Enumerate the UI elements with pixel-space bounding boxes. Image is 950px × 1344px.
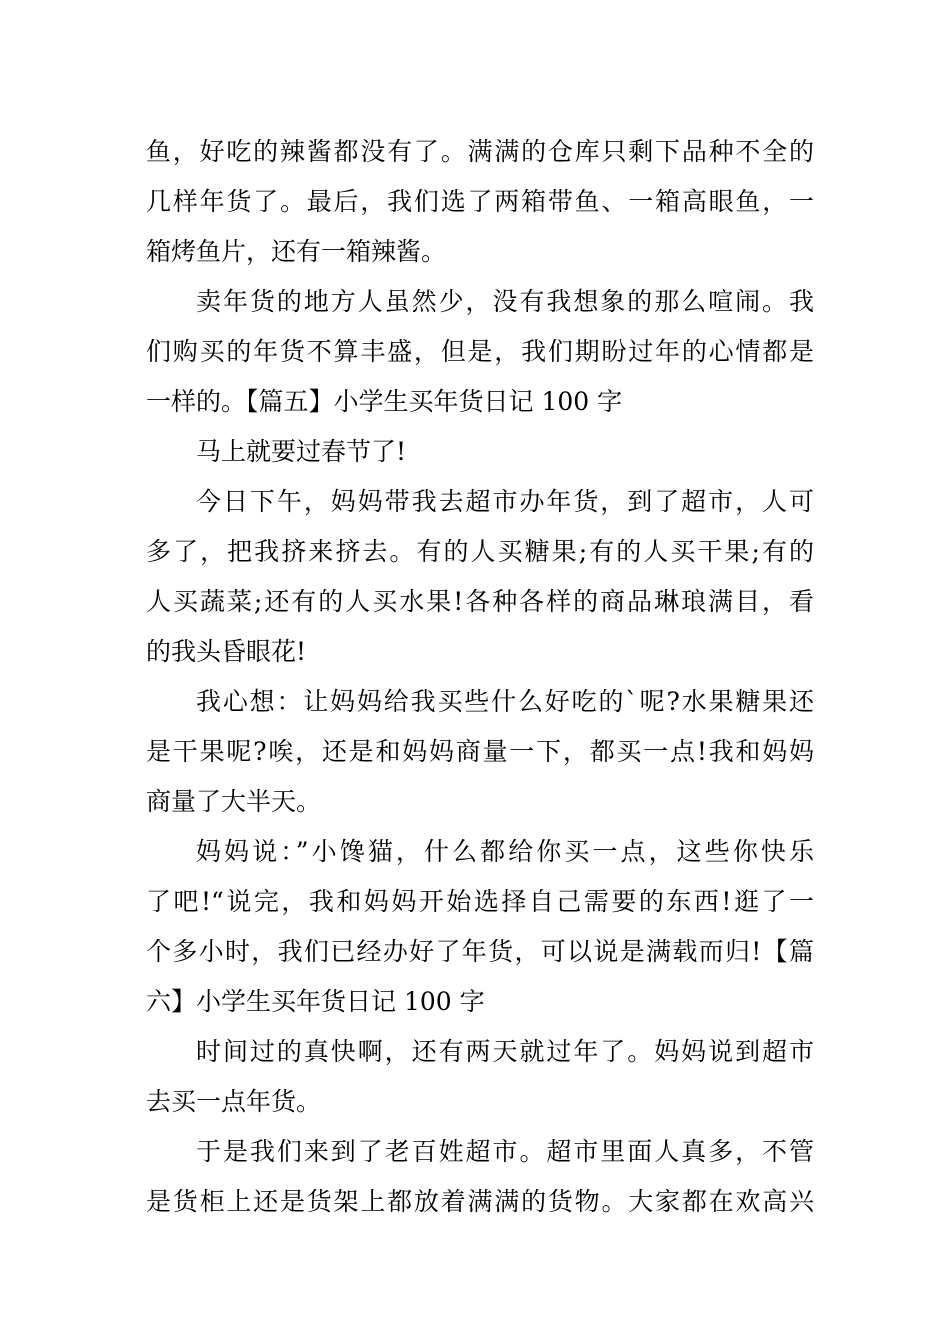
- text-line: 几样年货了。最后，我们选了两箱带鱼、一箱高眼鱼，一: [146, 187, 814, 216]
- text-line: 人买蔬菜;还有的人买水果!各种各样的商品琳琅满目，看: [146, 587, 814, 616]
- text-line: 的我头昏眼花!: [146, 637, 307, 666]
- text-line: 是货柜上还是货架上都放着满满的货物。大家都在欢高兴: [146, 1187, 814, 1216]
- paragraph-start-line: 马上就要过春节了!: [196, 437, 407, 466]
- text-line: 一样的。【篇五】小学生买年货日记 100 字: [146, 387, 623, 416]
- text-line: 个多小时，我们已经办好了年货，可以说是满载而归!【篇: [146, 937, 814, 966]
- text-line: 六】小学生买年货日记 100 字: [146, 987, 485, 1016]
- text-line: 去买一点年货。: [146, 1087, 322, 1116]
- paragraph-start-line: 卖年货的地方人虽然少，没有我想象的那么喧闹。我: [196, 287, 814, 316]
- document-body: [146, 127, 814, 1227]
- paragraph-start-line: 于是我们来到了老百姓超市。超市里面人真多，不管: [196, 1137, 814, 1166]
- paragraph-start-line: 我心想：让妈妈给我买些什么好吃的`呢?水果糖果还: [196, 687, 814, 716]
- text-line: 商量了大半天。: [146, 787, 322, 816]
- text-line: 多了，把我挤来挤去。有的人买糖果;有的人买干果;有的: [146, 537, 814, 566]
- text-line: 了吧!“说完，我和妈妈开始选择自己需要的东西!逛了一: [146, 887, 814, 916]
- text-line: 鱼，好吃的辣酱都没有了。满满的仓库只剩下品种不全的: [146, 137, 814, 166]
- text-line: 是干果呢?唉，还是和妈妈商量一下，都买一点!我和妈妈: [146, 737, 814, 766]
- text-line: 箱烤鱼片，还有一箱辣酱。: [146, 237, 447, 266]
- paragraph-start-line: 时间过的真快啊，还有两天就过年了。妈妈说到超市: [196, 1037, 814, 1066]
- paragraph-start-line: 今日下午，妈妈带我去超市办年货，到了超市，人可: [196, 487, 814, 516]
- paragraph-start-line: 妈妈说：”小馋猫，什么都给你买一点，这些你快乐: [196, 837, 814, 866]
- text-line: 们购买的年货不算丰盛，但是，我们期盼过年的心情都是: [146, 337, 814, 366]
